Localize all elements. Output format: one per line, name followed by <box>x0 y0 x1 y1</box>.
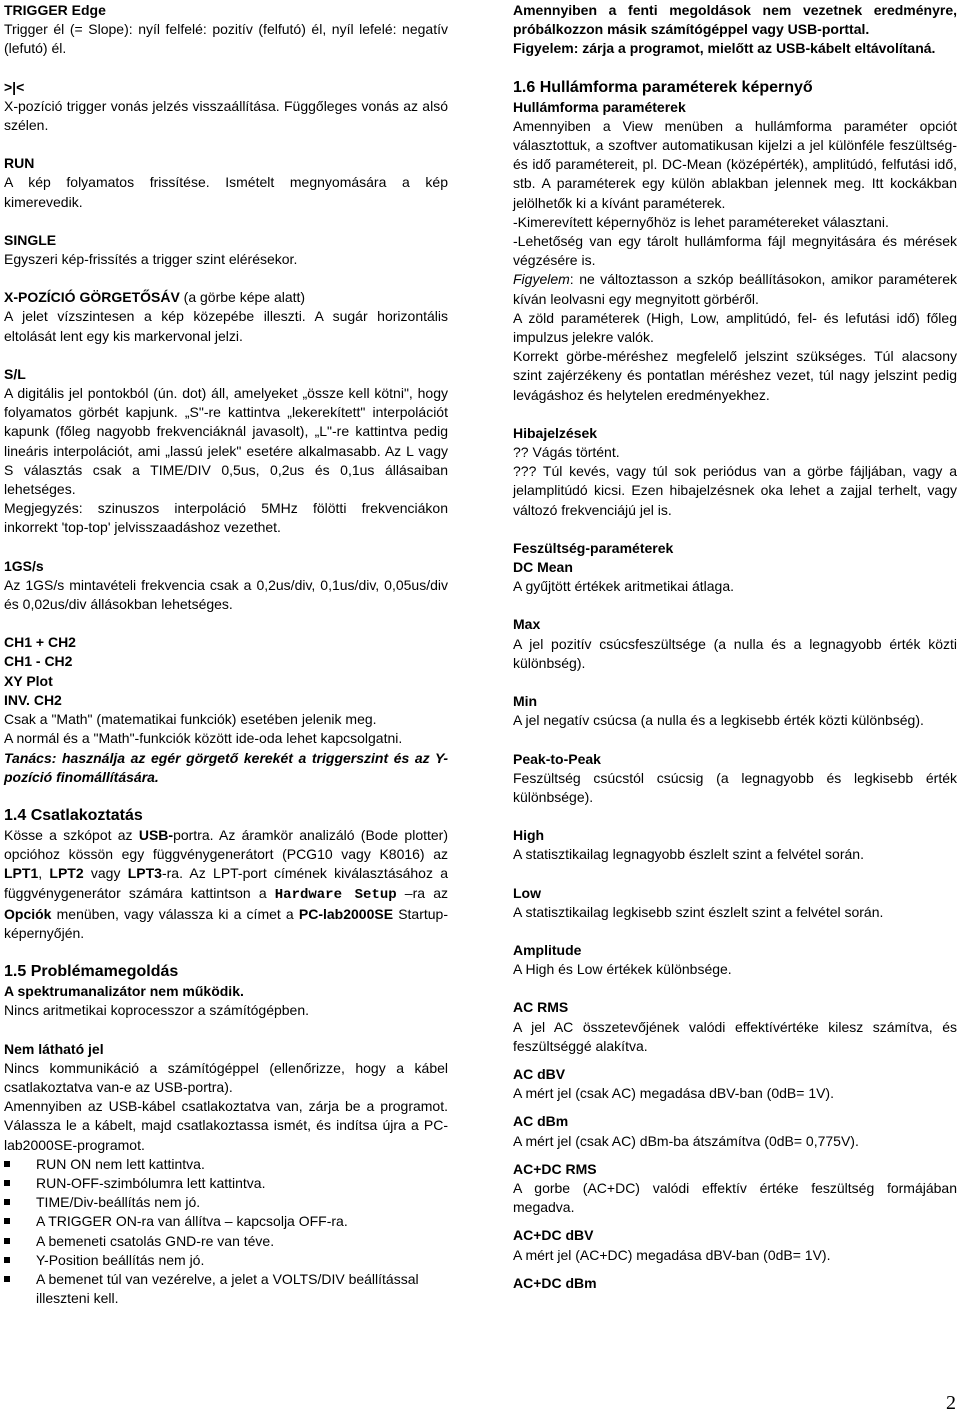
gs-heading: 1GS/s <box>4 557 44 574</box>
peak-to-peak-text: Feszültség csúcstól csúcsig (a legnagyobb és legkisebb érték különbsége). <box>513 769 957 805</box>
warning-text: : ne változtasson a szkóp beállításokon, amikor paraméterek kíván leolvasni egy megnyitott görbéről. <box>513 271 957 307</box>
bullet-icon <box>4 1180 10 1186</box>
ac-dbv-text: A mért jel (csak AC) megadása dBV-ban (0dB= 1V). <box>513 1085 834 1102</box>
trigger-edge-heading: TRIGGER Edge <box>4 2 106 18</box>
ac-dbm-text: A mért jel (csak AC) dBm-ba átszámítva (0dB= 0,775V). <box>513 1132 859 1149</box>
high-text: A statisztikailag legnagyobb észlelt szint a felvétel során. <box>513 846 864 863</box>
s14-part-c: -ra. Az LPT-port címének kiválasztásához a függvénygenerátor számára kattintson a <box>4 865 449 901</box>
bullet-icon <box>4 1276 10 1282</box>
section-1-6-text-3: -Lehetőség van egy tárolt hullámforma fájl megnyitására és mérések végzésére is. <box>513 233 957 269</box>
section-1-4-text <box>4 826 448 943</box>
section-1-4-heading: 1.4 Csatlakoztatás <box>4 806 143 824</box>
xmark-text: X-pozíció trigger vonás jelzés visszaállítása. Függőleges vonás az alsó szélen. <box>4 97 448 134</box>
xmark-heading: >|< <box>4 78 25 95</box>
xpos-heading <box>4 288 448 307</box>
list-item: A TRIGGER ON-ra van állítva – kapcsolja OFF-ra. <box>4 1212 448 1231</box>
no-signal-text-2: Amennyiben az USB-kábel csatlakoztatva van, zárja be a programot. Válassza le a kábelt, majd csatlakoztassa ismét, és indítsa újra a PC-lab2000SE-programot. <box>4 1098 448 1153</box>
troubleshoot-list <box>4 1155 448 1309</box>
section-1-5-heading: 1.5 Problémamegoldás <box>4 963 179 981</box>
right-top-text-2: Figyelem: zárja a programot, mielőtt az USB-kábelt eltávolítaná. <box>513 40 936 57</box>
low-heading: Low <box>513 884 541 901</box>
s14-part-a: Kösse a szkópot az <box>4 826 139 843</box>
s14-pclab: PC-lab2000SE <box>298 905 394 922</box>
acdc-dbv-heading: AC+DC dBV <box>513 1227 594 1244</box>
xpos-heading-bold: X-POZÍCIÓ GÖRGETŐSÁV <box>4 289 180 306</box>
bullet-icon <box>4 1161 10 1167</box>
s14-part-b: portra. Az áramkör analizáló (Bode plotter) opcióhoz kössön egy függvénygenerátort (PCG10 vagy K8016) az <box>4 826 448 863</box>
s14-or: vagy <box>83 865 128 882</box>
ac-rms-text: A jel AC összetevőjének valódi effektívértéke kilesz számítva, és feszültséggé alakítva. <box>513 1018 957 1054</box>
acdc-rms-text: A gorbe (AC+DC) valódi effektív értéke feszültség formájában megadva. <box>513 1179 957 1216</box>
dc-mean-heading: DC Mean <box>513 559 573 576</box>
voltage-params-heading: Feszültség-paraméterek <box>513 539 674 556</box>
section-1-6-heading: 1.6 Hullámforma paraméterek képernyő <box>513 78 813 96</box>
section-1-6-text-2: -Kimerevített képernyőhöz is lehet paramétereket választani. <box>513 213 889 230</box>
high-heading: High <box>513 827 545 844</box>
trigger-edge-text: Trigger él (= Slope): nyíl felfelé: pozitív (felfutó) él, nyíl lefelé: negatív (lefutó) él. <box>4 21 448 57</box>
s14-comma: , <box>38 865 50 882</box>
warning-label: Figyelem <box>513 271 570 288</box>
page-number: 2 <box>946 1391 956 1414</box>
math-heading-3: XY Plot <box>4 672 53 689</box>
tip-text: Tanács: használja az egér görgető kerekét a triggerszint és az Y-pozíció finomállítására. <box>4 749 448 785</box>
section-1-5-text: Nincs aritmetikai koprocesszor a számítógépben. <box>4 1002 310 1019</box>
single-text: Egyszeri kép-frissítés a trigger szint elérésekor. <box>4 251 298 268</box>
bullet-icon <box>4 1199 10 1205</box>
s14-lpt2: LPT2 <box>49 865 84 882</box>
s14-usb: USB- <box>138 826 174 843</box>
s14-options: Opciók <box>4 905 52 922</box>
sl-heading: S/L <box>4 365 26 382</box>
sl-note: Megjegyzés: szinuszos interpoláció 5MHz fölötti frekvenciákon inkorrekt 'top-top' jelvisszaadáshoz vezethet. <box>4 500 448 536</box>
bullet-icon <box>4 1238 10 1244</box>
list-item: RUN-OFF-szimbólumra lett kattintva. <box>4 1174 448 1193</box>
ac-rms-heading: AC RMS <box>513 999 569 1016</box>
acdc-rms-heading: AC+DC RMS <box>513 1160 597 1177</box>
min-heading: Min <box>513 693 538 710</box>
min-text: A jel negatív csúcsa (a nulla és a legkisebb érték közti különbség). <box>513 712 924 729</box>
list-item: RUN ON nem lett kattintva. <box>4 1155 448 1174</box>
no-signal-heading: Nem látható jel <box>4 1040 104 1057</box>
s14-lpt3: LPT3 <box>127 865 162 882</box>
right-column <box>513 1 957 1293</box>
left-column <box>4 1 448 1308</box>
section-1-6-warning <box>513 270 957 308</box>
acdc-dbm-heading: AC+DC dBm <box>513 1274 597 1291</box>
bullet-icon <box>4 1257 10 1263</box>
dc-mean-text: A gyűjtött értékek aritmetikai átlaga. <box>513 578 734 595</box>
run-heading: RUN <box>4 155 35 172</box>
run-text: A kép folyamatos frissítése. Ismételt megnyomására a kép kimerevedik. <box>4 174 448 210</box>
peak-to-peak-heading: Peak-to-Peak <box>513 750 601 767</box>
math-heading-1: CH1 + CH2 <box>4 634 76 651</box>
section-1-6-text-4: A zöld paraméterek (High, Low, amplitúdó, fel- és lefutási idő) főleg impulzus jelekre valók. <box>513 309 957 346</box>
errors-heading: Hibajelzések <box>513 424 598 441</box>
sl-text: A digitális jel pontokból (ún. dot) áll, amelyeket „össze kell kötni", hogy folyamatos görbét kapjunk. „S"-re kattintva „lekerekített" interpolációt kapunk (főleg nagyobb frekvenciáknál javasolt), „L"-re kattintva pedig lineáris interpolációt, ami „lassú jelek" esetére alkalmasabb. Az L vagy S választás csak a TIME/DIV 0,5us, 0,2us és 0,1us állásaiban lehetséges. <box>4 385 448 498</box>
math-heading-4: INV. CH2 <box>4 691 62 708</box>
xpos-heading-tail: (a görbe képe alatt) <box>179 289 306 306</box>
low-text: A statisztikailag legkisebb szint észlelt szint a felvétel során. <box>513 903 884 920</box>
bullet-icon <box>4 1218 10 1224</box>
math-text-2: A normál és a "Math"-funkciók között ide-oda lehet kapcsolgatni. <box>4 730 403 747</box>
right-top-text-1: Amennyiben a fenti megoldások nem vezetnek eredményre, próbálkozzon másik számítógéppel vagy USB-porttal. <box>513 2 957 38</box>
section-1-6-text-5: Korrekt görbe-méréshez megfelelő jelszint szükséges. Túl alacsony szint zajérzékeny és pontatlan méréshez vezet, túl nagy jelszint pedig levágáshoz és helytelen eredményekhez. <box>513 348 957 403</box>
s14-hardware-setup: Hardware Setup <box>274 886 397 903</box>
section-1-6-subheading: Hullámforma paraméterek <box>513 98 686 115</box>
section-1-5-subheading: A spektrumanalizátor nem működik. <box>4 983 244 1000</box>
xpos-text: A jelet vízszintesen a kép közepébe illeszti. A sugár horizontális eltolását lent egy kis markervonal jelzi. <box>4 308 448 344</box>
list-item: Y-Position beállítás nem jó. <box>4 1251 448 1270</box>
list-item: A bemeneti csatolás GND-re van téve. <box>4 1232 448 1251</box>
s14-lpt1: LPT1 <box>4 865 39 882</box>
gs-text: Az 1GS/s mintavételi frekvencia csak a 0,2us/div, 0,1us/div, 0,05us/div és 0,02us/div állásokban lehetséges. <box>4 576 448 613</box>
section-1-6-text-1: Amennyiben a View menüben a hullámforma paraméter opciót választottuk, a szoftver automatikusan kijelzi a jel különféle feszültség- és idő paramétereit, pl. DC-Mean (középérték), amplitúdó, felfutási idő, stb. A paraméterek egy külön ablakban jelennek meg. Itt kockákban jelölhetők ki a kívánt paraméterek. <box>513 117 957 211</box>
max-heading: Max <box>513 616 541 633</box>
math-text-1: Csak a "Math" (matematikai funkciók) esetében jelenik meg. <box>4 711 377 728</box>
no-signal-text-1: Nincs kommunikáció a számítógéppel (ellenőrizze, hogy a kábel csatlakoztatva van-e az USB-portra). <box>4 1059 448 1095</box>
math-heading-2: CH1 - CH2 <box>4 653 73 670</box>
errors-text-1: ?? Vágás történt. <box>513 444 620 461</box>
list-item: TIME/Div-beállítás nem jó. <box>4 1193 448 1212</box>
s14-part-d: –ra az <box>396 884 448 901</box>
list-item: A bemenet túl van vezérelve, a jelet a VOLTS/DIV beállítással illeszteni kell. <box>4 1270 448 1308</box>
acdc-dbv-text: A mért jel (AC+DC) megadása dBV-ban (0dB= 1V). <box>513 1246 831 1263</box>
single-heading: SINGLE <box>4 231 57 248</box>
amplitude-text: A High és Low értékek különbsége. <box>513 961 732 978</box>
ac-dbm-heading: AC dBm <box>513 1113 569 1130</box>
errors-text-2: ??? Túl kevés, vagy túl sok periódus van a görbe fájljában, vagy a jelamplitúdó kicsi. Ezen hibajelzésnek oka lehet a zajjal terhelt, vagy változó frekvenciájú jel is. <box>513 463 957 518</box>
s14-part-e: menüben, vagy válassza ki a címet a <box>51 905 299 922</box>
amplitude-heading: Amplitude <box>513 941 582 958</box>
s14-part-f: Startup-képernyőjén. <box>4 905 448 941</box>
ac-dbv-heading: AC dBV <box>513 1065 566 1082</box>
max-text: A jel pozitív csúcsfeszültsége (a nulla és a legnagyobb érték közti különbség). <box>513 635 957 671</box>
